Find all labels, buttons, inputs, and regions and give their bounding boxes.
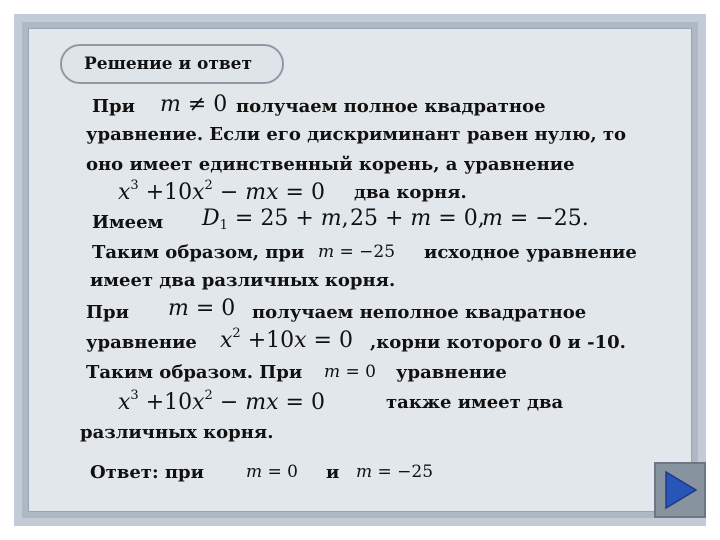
math-25-plus-m: 25 + m = 0, — [350, 206, 485, 231]
text-line-10b: уравнение — [396, 362, 507, 383]
math-m-eq-0-b: m = 0 — [324, 362, 376, 382]
next-slide-button[interactable] — [654, 462, 706, 518]
text-line-5: Имеем — [92, 212, 164, 233]
slide-title — [60, 44, 284, 84]
text-line-11: также имеет два — [386, 392, 564, 413]
text-line-1a: При — [92, 96, 135, 117]
math-m-neg25-answer: m = −25 — [356, 462, 434, 482]
text-line-6a: Таким образом, при — [92, 242, 305, 263]
text-line-4: два корня. — [354, 182, 467, 203]
text-line-9a: уравнение — [86, 332, 197, 353]
math-d1: $D_1 = 25 + m$, — [202, 206, 349, 233]
play-triangle-icon — [660, 468, 700, 512]
math-m-neg25-b: m = −25 — [318, 242, 396, 262]
text-line-12: различных корня. — [80, 422, 274, 443]
math-m-eq-0-a: m = 0 — [168, 296, 236, 321]
answer-and: и — [326, 462, 340, 483]
text-line-8b: получаем неполное квадратное — [252, 302, 587, 323]
answer-label: Ответ: при — [90, 462, 204, 483]
math-eq-cubic-1: $x^3 +10x^2$ − mx = 0 — [118, 178, 325, 205]
math-eq-quad: $x^2 +10x = 0$ — [220, 326, 353, 353]
text-line-2: уравнение. Если его дискриминант равен нулю, то — [86, 124, 627, 145]
text-line-8a: При — [86, 302, 129, 323]
math-m-ne-0: m ≠ 0 — [160, 92, 228, 117]
math-eq-cubic-2: $x^3 +10x^2$ − mx = 0 — [118, 388, 325, 415]
text-line-10a: Таким образом. При — [86, 362, 303, 383]
math-m-eq-0-answer: m = 0 — [246, 462, 298, 482]
slide-title-text: Решение и ответ — [84, 54, 253, 74]
math-m-neg25-a: m = −25. — [482, 206, 589, 231]
text-line-9b: ,корни которого 0 и -10. — [370, 332, 626, 353]
text-line-3: оно имеет единственный корень, а уравнение — [86, 154, 575, 175]
text-line-6b: исходное уравнение — [424, 242, 637, 263]
text-line-7: имеет два различных корня. — [90, 270, 396, 291]
text-line-1b: получаем полное квадратное — [236, 96, 546, 117]
